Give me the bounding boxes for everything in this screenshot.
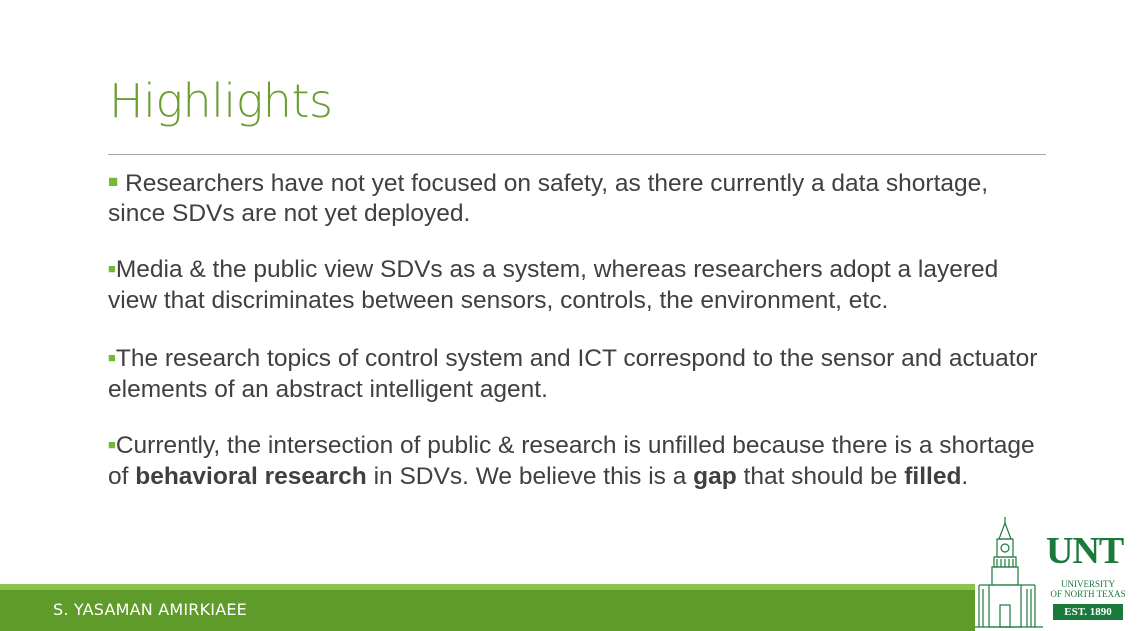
unt-line-north-texas: OF NORTH TEXAS [1050,589,1126,599]
bullet-list [104,170,1049,490]
bullet-text [108,170,988,227]
bullet-item [104,345,1049,403]
bullet-marker: ■ [108,350,116,365]
bullet-text-segment: Currently, the intersection of public & research is unfilled because there is a shortage of [108,432,1035,490]
bullet-text [108,256,998,314]
bullet-marker: ■ [108,172,119,191]
bullet-text-segment: . [961,462,969,490]
bullet-text-segment: Researchers have not yet focused on safety, as there currently a data shortage, since SDVs are not yet deployed. [108,170,989,227]
unt-subtitle [1044,579,1132,599]
unt-line-university: UNIVERSITY [1061,579,1115,589]
bullet-text [108,432,1035,490]
bullet-text-segment: in SDVs. We believe this is a [366,462,694,490]
bullet-item [104,432,1049,490]
clock-tower-icon [975,515,1045,631]
footer-author: S. YASAMAN AMIRKIAEE [53,600,247,619]
bullet-marker: ■ [108,261,116,276]
bullet-marker: ■ [108,437,116,452]
bullet-text-segment: The research topics of control system and ICT correspond to the sensor and actuator elements of an abstract intelligent agent. [108,345,1038,403]
bullet-text-bold: gap [693,462,737,490]
bullet-text-segment: Media & the public view SDVs as a system, whereas researchers adopt a layered view that discriminates between sensors, controls, the environment, etc. [108,256,999,314]
bullet-text-bold: filled [904,462,962,490]
title-divider [108,154,1046,155]
bullet-item [104,170,1049,227]
unt-wordmark: UNT [1046,530,1124,572]
bullet-text [108,345,1037,403]
unt-est-badge: EST. 1890 [1053,604,1123,620]
bullet-text-segment: that should be [736,462,905,490]
bullet-item [104,256,1049,314]
slide-title: Highlights [109,74,333,128]
bullet-text-bold: behavioral research [135,462,367,490]
